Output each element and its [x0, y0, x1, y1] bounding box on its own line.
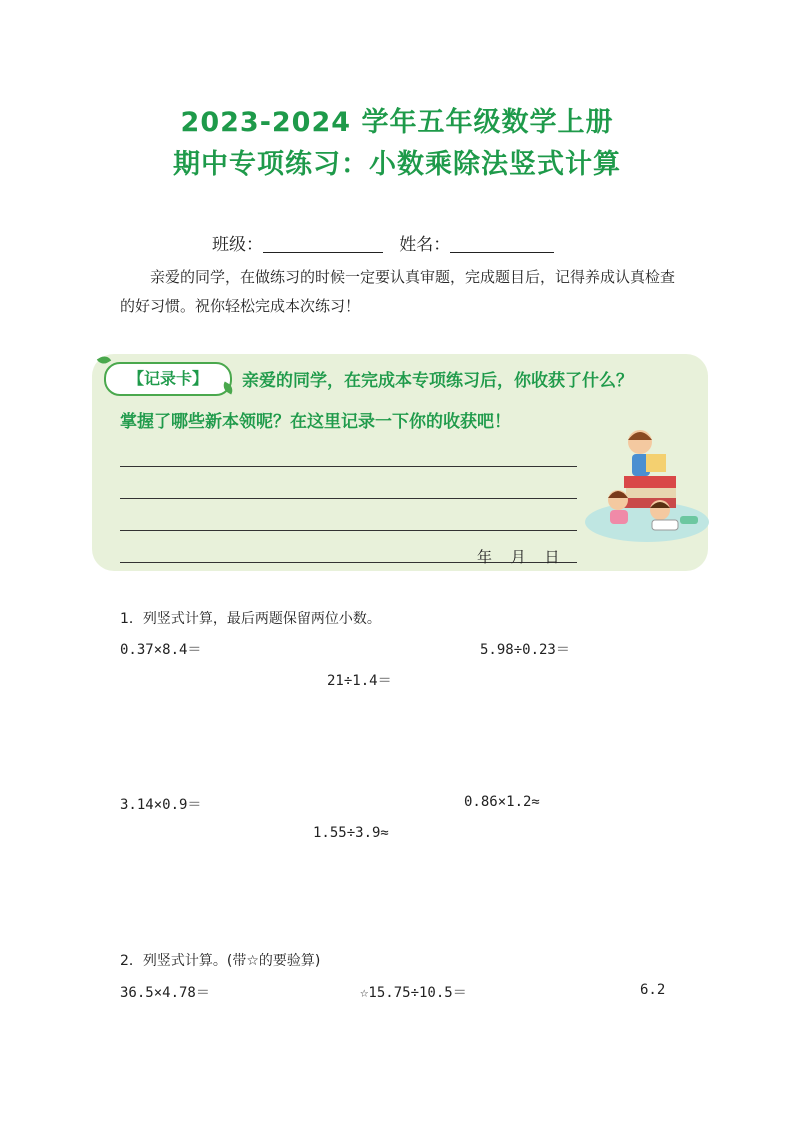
problem-item: 1.55÷3.9≈ [313, 825, 389, 841]
writing-line[interactable] [120, 498, 577, 499]
section-2-heading: 2．列竖式计算。(带☆的要验算) [120, 953, 321, 969]
reading-children-illustration [582, 420, 712, 550]
problem-item: 6.2 [640, 982, 666, 998]
title-line-2: 期中专项练习：小数乘除法竖式计算 [173, 149, 621, 180]
section-1-heading: 1．列竖式计算，最后两题保留两位小数。 [120, 611, 381, 627]
problem-item: 0.37×8.4＝ [120, 642, 202, 658]
writing-line[interactable] [120, 466, 577, 467]
problem-item: 0.86×1.2≈ [464, 794, 540, 810]
problem-item: 3.14×0.9＝ [120, 797, 202, 813]
problem-item: ☆15.75÷10.5＝ [360, 985, 467, 1001]
problem-item: 21÷1.4＝ [327, 673, 392, 689]
problem-item: 5.98÷0.23＝ [480, 642, 570, 658]
record-card-tag: 【记录卡】 [104, 362, 232, 396]
writing-line[interactable] [120, 530, 577, 531]
class-label: 班级： [212, 235, 263, 255]
name-blank[interactable] [450, 234, 554, 253]
class-blank[interactable] [263, 234, 383, 253]
problem-item: 36.5×4.78＝ [120, 985, 210, 1001]
intro-paragraph: 亲爱的同学，在做练习的时候一定要认真审题，完成题目后，记得养成认真检查的好习惯。祝你轻松完成本次练习！ [120, 268, 676, 315]
student-info [212, 230, 554, 255]
date-field: 年 月 日 [477, 548, 560, 566]
record-card-text-2: 掌握了哪些新本领呢？在这里记录一下你的收获吧！ [120, 412, 511, 432]
name-label: 姓名： [399, 235, 451, 255]
record-card-text-1: 亲爱的同学，在完成本专项练习后，你收获了什么？ [242, 371, 633, 391]
title-line-1: 2023-2024 学年五年级数学上册 [180, 107, 614, 138]
